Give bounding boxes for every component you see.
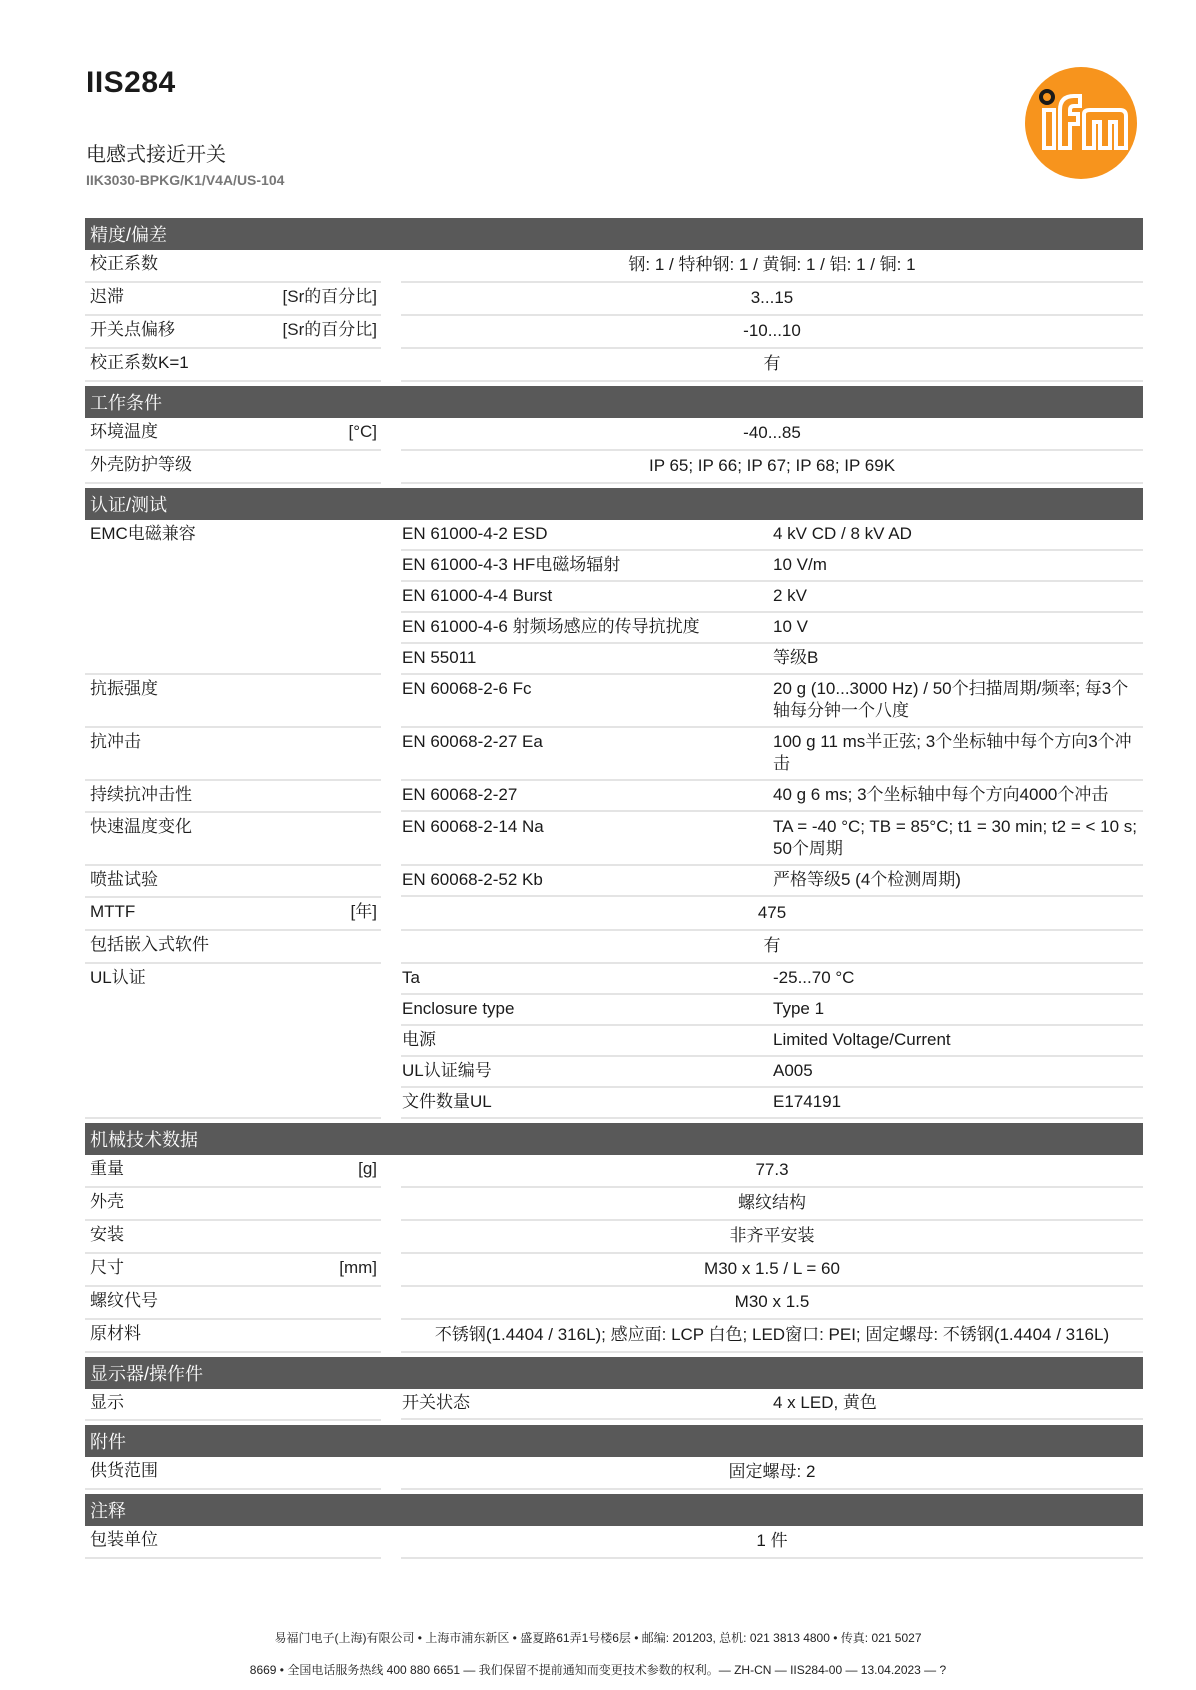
- spec-result: TA = -40 °C; TB = 85°C; t1 = 30 min; t2 = < 10 s; 50个周期: [773, 813, 1143, 866]
- spec-value: M30 x 1.5: [401, 1287, 1143, 1320]
- spec-result: 4 kV CD / 8 kV AD: [773, 520, 1143, 551]
- spec-label-cell: [85, 1221, 381, 1254]
- spec-value: -10...10: [401, 316, 1143, 349]
- section-header: 附件: [85, 1425, 1143, 1457]
- spec-pair: [401, 644, 1143, 675]
- spec-pair: [401, 1026, 1143, 1057]
- spec-pair-group: [401, 1389, 1143, 1420]
- spec-label: 尺寸: [90, 1258, 124, 1277]
- spec-standard: EN 61000-4-6 射频场感应的传导抗扰度: [401, 613, 773, 644]
- spec-row: [85, 781, 1143, 813]
- spec-result: 严格等级5 (4个检测周期): [773, 866, 1143, 897]
- spec-unit: [g]: [358, 1159, 377, 1178]
- spec-pair: [401, 964, 1143, 995]
- spec-row: [85, 964, 1143, 1119]
- spec-row: [85, 1389, 1143, 1421]
- ifm-logo-icon: [1024, 66, 1138, 180]
- spec-result: Type 1: [773, 995, 1143, 1026]
- spec-label-cell: [85, 451, 381, 484]
- spec-row: [85, 1457, 1143, 1490]
- section-header: 工作条件: [85, 386, 1143, 418]
- spec-label-cell: [85, 316, 381, 349]
- spec-label-cell: [85, 1389, 381, 1421]
- spec-label-cell: [85, 728, 381, 781]
- spec-standard: UL认证编号: [401, 1057, 773, 1088]
- section-header: 注释: [85, 1494, 1143, 1526]
- spec-label-cell: [85, 1254, 381, 1287]
- spec-value: 不锈钢(1.4404 / 316L); 感应面: LCP 白色; LED窗口: PEI; 固定螺母: 不锈钢(1.4404 / 316L): [401, 1320, 1143, 1353]
- spec-value: 固定螺母: 2: [401, 1457, 1143, 1490]
- spec-pair: [401, 1088, 1143, 1119]
- spec-value: 螺纹结构: [401, 1188, 1143, 1221]
- spec-label-cell: [85, 520, 381, 675]
- spec-row: [85, 866, 1143, 898]
- spec-row: [85, 1526, 1143, 1559]
- spec-label-cell: [85, 1526, 381, 1559]
- spec-label: 外壳: [90, 1192, 124, 1211]
- spec-label-cell: [85, 1320, 381, 1353]
- spec-pair-group: [401, 813, 1143, 866]
- spec-standard: EN 60068-2-27 Ea: [401, 728, 773, 781]
- spec-label: 抗冲击: [90, 732, 141, 751]
- spec-value: 1 件: [401, 1526, 1143, 1559]
- spec-label-cell: [85, 781, 381, 813]
- spec-pair: [401, 551, 1143, 582]
- spec-value: 3...15: [401, 283, 1143, 316]
- spec-label: 螺纹代号: [90, 1291, 158, 1310]
- spec-standard: 文件数量UL: [401, 1088, 773, 1119]
- spec-result: 10 V/m: [773, 551, 1143, 582]
- spec-value: -40...85: [401, 418, 1143, 451]
- spec-label: 环境温度: [90, 422, 158, 441]
- spec-label: 供货范围: [90, 1461, 158, 1480]
- spec-row: [85, 1254, 1143, 1287]
- spec-label: 开关点偏移: [90, 320, 175, 339]
- spec-standard: EN 55011: [401, 644, 773, 675]
- spec-result: A005: [773, 1057, 1143, 1088]
- spec-pair: [401, 866, 1143, 897]
- spec-row: [85, 675, 1143, 728]
- spec-row: [85, 1155, 1143, 1188]
- spec-label: 外壳防护等级: [90, 455, 192, 474]
- spec-standard: EN 60068-2-14 Na: [401, 813, 773, 866]
- spec-value: IP 65; IP 66; IP 67; IP 68; IP 69K: [401, 451, 1143, 484]
- spec-row: [85, 520, 1143, 675]
- spec-value: 非齐平安装: [401, 1221, 1143, 1254]
- spec-pair-group: [401, 520, 1143, 675]
- spec-result: 10 V: [773, 613, 1143, 644]
- spec-row: [85, 1188, 1143, 1221]
- spec-label: MTTF: [90, 902, 136, 921]
- spec-row: [85, 1287, 1143, 1320]
- spec-label-cell: [85, 418, 381, 451]
- spec-unit: [Sr的百分比]: [282, 320, 377, 339]
- spec-standard: EN 61000-4-3 HF电磁场辐射: [401, 551, 773, 582]
- section-header: 机械技术数据: [85, 1123, 1143, 1155]
- spec-label: 快速温度变化: [90, 817, 192, 836]
- spec-result: 等级B: [773, 644, 1143, 675]
- spec-pair: [401, 520, 1143, 551]
- spec-label-cell: [85, 813, 381, 866]
- spec-pair-group: [401, 675, 1143, 728]
- page-title: IIS284: [86, 66, 176, 99]
- spec-standard: Enclosure type: [401, 995, 773, 1026]
- spec-value: 有: [401, 931, 1143, 964]
- spec-row: [85, 451, 1143, 484]
- spec-label-cell: [85, 283, 381, 316]
- spec-label: 安装: [90, 1225, 124, 1244]
- spec-label: 喷盐试验: [90, 870, 158, 889]
- spec-row: [85, 283, 1143, 316]
- spec-unit: [Sr的百分比]: [282, 287, 377, 306]
- spec-label: 包括嵌入式软件: [90, 935, 209, 954]
- spec-row: [85, 898, 1143, 931]
- spec-standard: Ta: [401, 964, 773, 995]
- spec-label: 包装单位: [90, 1530, 158, 1549]
- spec-standard: 电源: [401, 1026, 773, 1057]
- product-subtitle: 电感式接近开关: [86, 144, 226, 166]
- section-header: 精度/偏差: [85, 218, 1143, 250]
- spec-row: [85, 316, 1143, 349]
- spec-row: [85, 1320, 1143, 1353]
- data-sheet-table: [85, 218, 1143, 1559]
- spec-pair: [401, 995, 1143, 1026]
- spec-standard: 开关状态: [401, 1389, 773, 1420]
- spec-pair: [401, 781, 1143, 812]
- spec-label: 抗振强度: [90, 679, 158, 698]
- product-code: IIK3030-BPKG/K1/V4A/US-104: [86, 172, 285, 188]
- spec-pair: [401, 675, 1143, 728]
- spec-result: 20 g (10...3000 Hz) / 50个扫描周期/频率; 每3个轴每分钟一个八度: [773, 675, 1143, 728]
- spec-pair: [401, 613, 1143, 644]
- spec-result: 100 g 11 ms半正弦; 3个坐标轴中每个方向3个冲击: [773, 728, 1143, 781]
- spec-row: [85, 418, 1143, 451]
- spec-label-cell: [85, 1155, 381, 1188]
- spec-value: M30 x 1.5 / L = 60: [401, 1254, 1143, 1287]
- spec-label-cell: [85, 675, 381, 728]
- spec-row: [85, 728, 1143, 781]
- spec-label-cell: [85, 1457, 381, 1490]
- spec-label-cell: [85, 964, 381, 1119]
- spec-pair-group: [401, 728, 1143, 781]
- spec-label: 持续抗冲击性: [90, 785, 192, 804]
- spec-pair-group: [401, 781, 1143, 812]
- spec-unit: [°C]: [348, 422, 377, 441]
- spec-label-cell: [85, 250, 381, 283]
- spec-result: 40 g 6 ms; 3个坐标轴中每个方向4000个冲击: [773, 781, 1143, 812]
- spec-result: -25...70 °C: [773, 964, 1143, 995]
- section-header: 显示器/操作件: [85, 1357, 1143, 1389]
- spec-value: 475: [401, 898, 1143, 931]
- spec-label-cell: [85, 1287, 381, 1320]
- spec-unit: [mm]: [339, 1258, 377, 1277]
- spec-value: 钢: 1 / 特种钢: 1 / 黄铜: 1 / 铝: 1 / 铜: 1: [401, 250, 1143, 283]
- footer-address: 易福门电子(上海)有限公司 • 上海市浦东新区 • 盛夏路61弄1号楼6层 • 邮编: 201203, 总机: 021 3813 4800 • 传真: 021 5027: [274, 1631, 922, 1645]
- section-header: 认证/测试: [85, 488, 1143, 520]
- spec-label: EMC电磁兼容: [90, 524, 196, 543]
- spec-standard: EN 60068-2-6 Fc: [401, 675, 773, 728]
- spec-pair-group: [401, 964, 1143, 1119]
- spec-pair: [401, 728, 1143, 781]
- spec-label-cell: [85, 349, 381, 382]
- spec-label: 原材料: [90, 1324, 141, 1343]
- spec-label-cell: [85, 866, 381, 898]
- spec-standard: EN 61000-4-2 ESD: [401, 520, 773, 551]
- spec-row: [85, 813, 1143, 866]
- spec-label-cell: [85, 1188, 381, 1221]
- spec-result: E174191: [773, 1088, 1143, 1119]
- spec-pair-group: [401, 866, 1143, 897]
- spec-result: 2 kV: [773, 582, 1143, 613]
- spec-unit: [年]: [350, 902, 377, 921]
- spec-row: [85, 1221, 1143, 1254]
- spec-label: 校正系数K=1: [90, 353, 189, 372]
- spec-label-cell: [85, 931, 381, 964]
- spec-label: UL认证: [90, 968, 146, 987]
- spec-value: 77.3: [401, 1155, 1143, 1188]
- spec-pair: [401, 582, 1143, 613]
- spec-row: [85, 250, 1143, 283]
- spec-result: 4 x LED, 黄色: [773, 1389, 1143, 1420]
- spec-pair: [401, 813, 1143, 866]
- spec-row: [85, 931, 1143, 964]
- spec-value: 有: [401, 349, 1143, 382]
- spec-standard: EN 60068-2-52 Kb: [401, 866, 773, 897]
- spec-result: Limited Voltage/Current: [773, 1026, 1143, 1057]
- footer-legal: 8669 • 全国电话服务热线 400 880 6651 — 我们保留不提前通知而变更技术参数的权利。— ZH-CN — IIS284-00 — 13.04.2023 — ?: [249, 1663, 947, 1677]
- spec-standard: EN 61000-4-4 Burst: [401, 582, 773, 613]
- spec-label: 迟滞: [90, 287, 124, 306]
- spec-label: 校正系数: [90, 254, 158, 273]
- spec-label: 显示: [90, 1393, 124, 1412]
- spec-standard: EN 60068-2-27: [401, 781, 773, 812]
- spec-label-cell: [85, 898, 381, 931]
- spec-pair: [401, 1057, 1143, 1088]
- spec-pair: [401, 1389, 1143, 1420]
- spec-row: [85, 349, 1143, 382]
- spec-label: 重量: [90, 1159, 124, 1178]
